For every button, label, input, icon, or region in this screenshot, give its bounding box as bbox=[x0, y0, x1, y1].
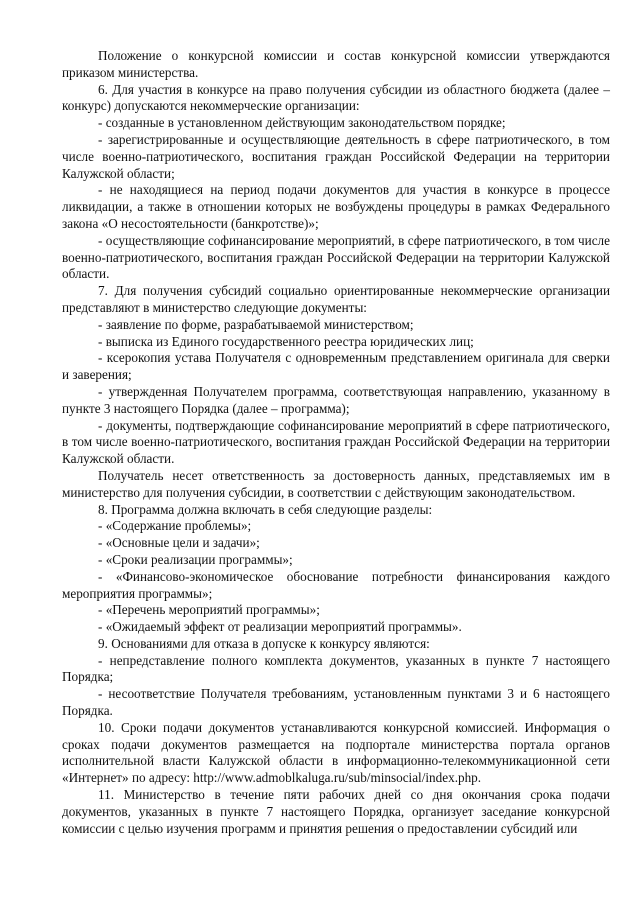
list-item: - «Ожидаемый эффект от реализации мероприятий программы». bbox=[98, 619, 462, 635]
paragraph-item-7: 7. Для получения субсидий социально ориентированные некоммерческие организации представляют в министерство следующие документы: bbox=[62, 283, 610, 315]
list-item: - документы, подтверждающие софинансирование мероприятий в сфере патриотического, в том числе военно-патриотического, воспитания граждан Российской Федерации на территории Калужской области. bbox=[62, 417, 610, 467]
list-item: - «Сроки реализации программы»; bbox=[98, 551, 293, 567]
list-item: - созданные в установленном действующим законодательством порядке; bbox=[98, 115, 506, 131]
paragraph-responsibility: Получатель несет ответственность за достоверность данных, представляемых им в министерство для получения субсидии, в соответствии с действующим законодательством. bbox=[62, 467, 610, 500]
paragraph-commission-approval: Положение о конкурсной комиссии и состав конкурсной комиссии утверждаются приказом министерства. bbox=[62, 48, 610, 80]
list-item: - утвержденная Получателем программа, соответствующая направлению, указанному в пункте 3 настоящего Порядка (далее – программа); bbox=[62, 383, 610, 416]
list-item: - несоответствие Получателя требованиям, установленным пунктами 3 и 6 настоящего Порядка. bbox=[62, 686, 610, 719]
list-item: - заявление по форме, разрабатываемой министерством; bbox=[98, 316, 414, 332]
list-item: - зарегистрированные и осуществляющие деятельность в сфере патриотического, в том числе военно-патриотического, воспитания граждан Российской Федерации на территории Калужской области; bbox=[62, 131, 610, 181]
list-item: - «Финансово-экономическое обоснование потребности финансирования каждого мероприятия программы»; bbox=[62, 568, 610, 601]
paragraph-item-9: 9. Основаниями для отказа в допуске к конкурсу являются: bbox=[98, 635, 430, 651]
list-item: - «Основные цели и задачи»; bbox=[98, 535, 260, 551]
list-item: - не находящиеся на период подачи документов для участия в конкурсе в процессе ликвидации, а также в отношении которых не возбуждены процедуры в рамках Федерального закона «О несостоятельности (банкротстве)»; bbox=[62, 182, 610, 231]
paragraph-item-6: 6. Для участия в конкурсе на право получения субсидии из областного бюджета (далее – конкурс) допускаются некоммерческие организации: bbox=[62, 81, 610, 114]
list-item: - осуществляющие софинансирование мероприятий, в сфере патриотического, в том числе военно-патриотического, воспитания граждан Российской Федерации на территории Калужской области. bbox=[62, 232, 610, 282]
paragraph-item-10: 10. Сроки подачи документов устанавливаются конкурсной комиссией. Информация о сроках подачи документов размещается на подпортале министерства портала органов исполнительной власти Калужской области в информационно-телекоммуникационной сети «Интернет» по адресу: http://www.admoblkaluga.ru/sub/minsocial/index.php. bbox=[62, 719, 610, 786]
list-item: - ксерокопия устава Получателя с одновременным представлением оригинала для сверки и заверения; bbox=[62, 350, 610, 383]
list-item: - «Содержание проблемы»; bbox=[98, 518, 252, 534]
list-item: - непредставление полного комплекта документов, указанных в пункте 7 настоящего Порядка; bbox=[62, 652, 610, 685]
paragraph-item-8: 8. Программа должна включать в себя следующие разделы: bbox=[98, 501, 433, 517]
list-item: - выписка из Единого государственного реестра юридических лиц; bbox=[98, 333, 474, 349]
paragraph-item-11: 11. Министерство в течение пяти рабочих дней со дня окончания срока подачи документов, указанных в пункте 7 настоящего Порядка, организует заседание конкурсной комиссии с целью изучения программ и принятия решения о предоставлении субсидий или bbox=[62, 787, 610, 836]
list-item: - «Перечень мероприятий программы»; bbox=[98, 602, 320, 618]
